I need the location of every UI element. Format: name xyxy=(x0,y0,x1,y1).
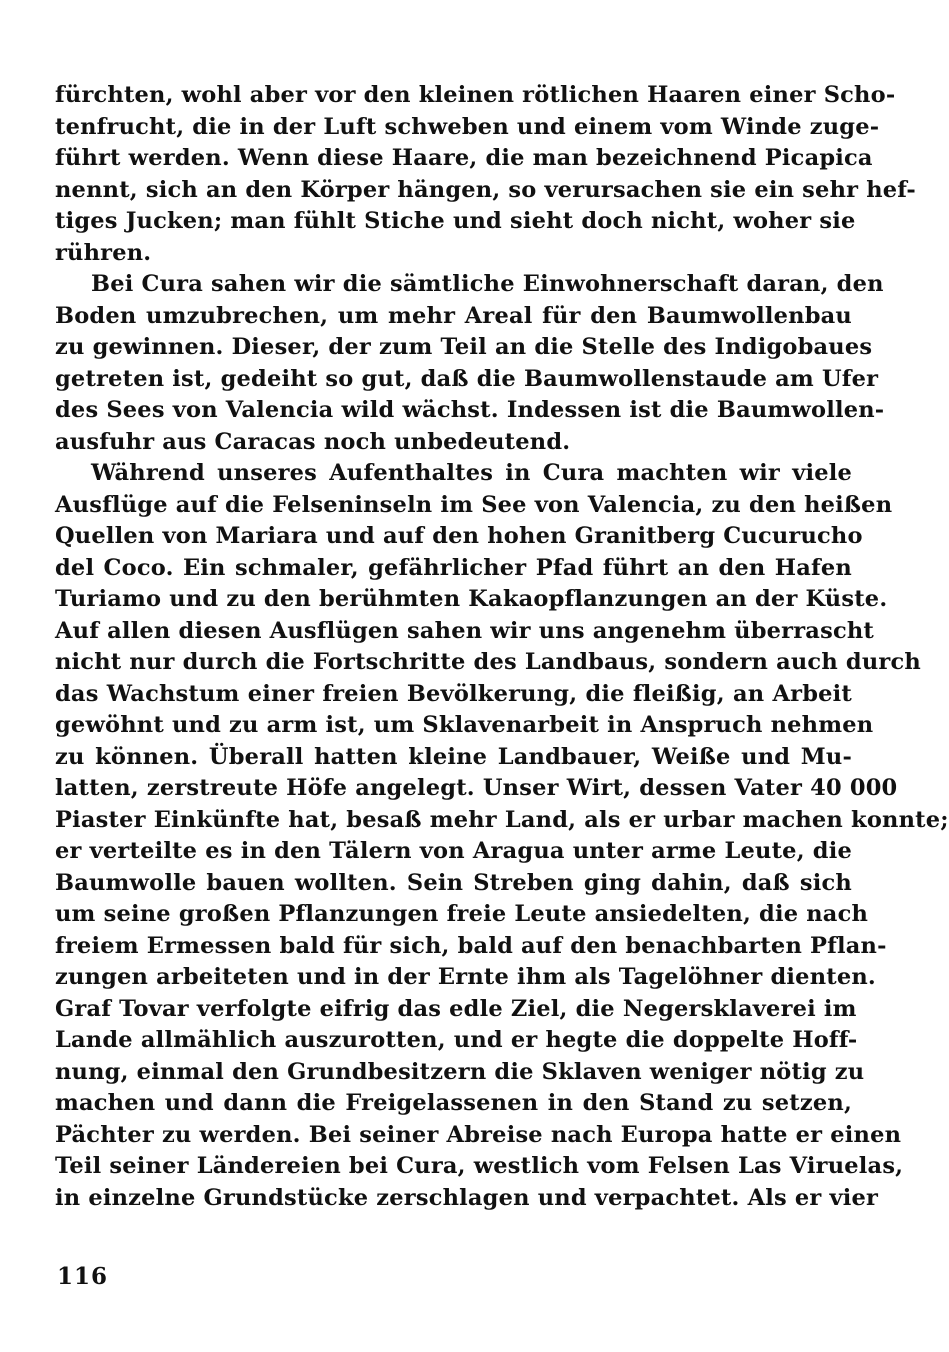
text-line: Quellen von Mariara und auf den hohen Granitberg Cucurucho xyxy=(55,523,863,549)
text-line: Baumwolle bauen wollten. Sein Streben ging dahin, daß sich xyxy=(55,869,852,896)
text-line: des Sees von Valencia wild wächst. Indessen ist die Baumwollen- xyxy=(55,397,885,423)
text-line: Auf allen diesen Ausflügen sahen wir uns angenehm überrascht xyxy=(55,617,874,644)
text-line: Teil seiner Ländereien bei Cura, westlich vom Felsen Las Viruelas, xyxy=(55,1153,904,1179)
text-line: um seine großen Pflanzungen freie Leute ansiedelten, die nach xyxy=(55,901,869,927)
text-line: in einzelne Grundstücke zerschlagen und verpachtet. Als er vier xyxy=(55,1184,879,1211)
text-line: Lande allmählich auszurotten, und er hegte die doppelte Hoff- xyxy=(55,1027,858,1053)
text-line: Graf Tovar verfolgte eifrig das edle Ziel, die Negersklaverei im xyxy=(55,995,857,1022)
body-text xyxy=(55,80,949,1214)
text-line: Turiamo und zu den berühmten Kakaopflanzungen an der Küste. xyxy=(55,586,888,612)
text-line: Bei Cura sahen wir die sämtliche Einwohnerschaft daran, den xyxy=(91,271,884,297)
text-line: latten, zerstreute Höfe angelegt. Unser Wirt, dessen Vater 40 000 xyxy=(55,775,898,801)
text-line: rühren. xyxy=(55,239,152,266)
text-line: Piaster Einkünfte hat, besaß mehr Land, als er urbar machen konnte; xyxy=(55,806,949,833)
text-line: tenfrucht, die in der Luft schweben und einem vom Winde zuge- xyxy=(55,113,880,140)
text-line: führt werden. Wenn diese Haare, die man bezeichnend Picapica xyxy=(55,145,873,171)
text-line: nicht nur durch die Fortschritte des Landbaus, sondern auch durch xyxy=(55,649,921,675)
text-line: getreten ist, gedeiht so gut, daß die Baumwollenstaude am Ufer xyxy=(55,365,879,392)
text-line: Während unseres Aufenthaltes in Cura machten wir viele xyxy=(91,460,852,486)
text-line: zungen arbeiteten und in der Ernte ihm als Tagelöhner dienten. xyxy=(55,964,876,990)
text-line: Ausflüge auf die Felseninseln im See von Valencia, zu den heißen xyxy=(55,491,893,518)
text-line: nung, einmal den Grundbesitzern die Sklaven weniger nötig zu xyxy=(55,1058,865,1085)
text-line: gewöhnt und zu arm ist, um Sklavenarbeit in Anspruch nehmen xyxy=(55,712,874,738)
text-line: tiges Jucken; man fühlt Stiche und sieht doch nicht, woher sie xyxy=(55,208,856,234)
page-number: 116 xyxy=(57,1263,109,1290)
text-line: zu gewinnen. Dieser, der zum Teil an die Stelle des Indigobaues xyxy=(55,334,873,360)
text-line: fürchten, wohl aber vor den kleinen rötlichen Haaren einer Scho- xyxy=(55,82,896,108)
text-line: freiem Ermessen bald für sich, bald auf den benachbarten Pflan- xyxy=(55,932,887,959)
text-line: er verteilte es in den Tälern von Aragua unter arme Leute, die xyxy=(55,838,852,864)
text-line: ausfuhr aus Caracas noch unbedeutend. xyxy=(55,428,571,455)
text-line: nennt, sich an den Körper hängen, so verursachen sie ein sehr hef- xyxy=(55,176,916,203)
text-line: zu können. Überall hatten kleine Landbauer, Weiße und Mu- xyxy=(55,743,852,770)
text-line: das Wachstum einer freien Bevölkerung, die fleißig, an Arbeit xyxy=(55,680,852,707)
text-line: Pächter zu werden. Bei seiner Abreise nach Europa hatte er einen xyxy=(55,1121,902,1148)
text-line: del Coco. Ein schmaler, gefährlicher Pfad führt an den Hafen xyxy=(55,554,852,581)
text-line: machen und dann die Freigelassenen in den Stand zu setzen, xyxy=(55,1090,852,1116)
text-line: Boden umzubrechen, um mehr Areal für den Baumwollenbau xyxy=(55,302,852,329)
